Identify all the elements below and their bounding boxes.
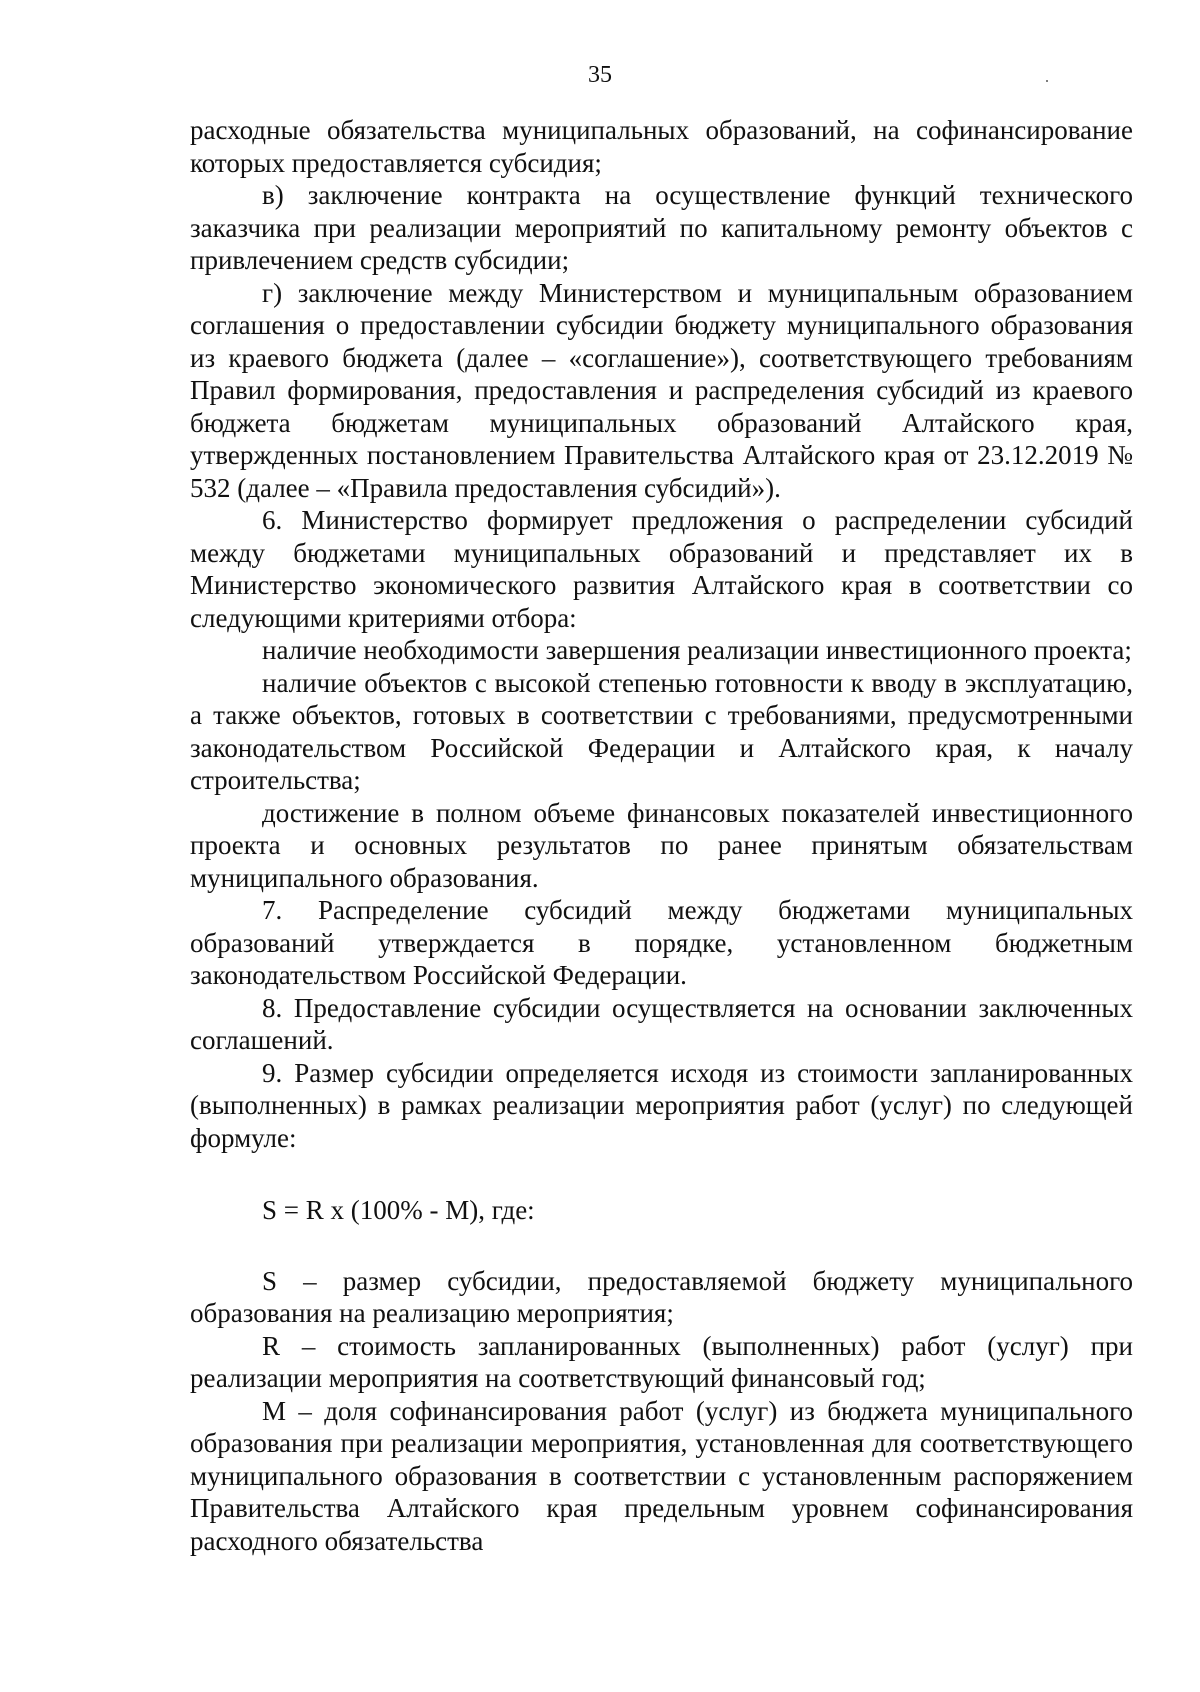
page-number: 35 — [588, 62, 612, 88]
definition-s: S – размер субсидии, предоставляемой бюджету муниципального образования на реализацию мероприятия; — [190, 1265, 1133, 1328]
criterion-1: наличие необходимости завершения реализации инвестиционного проекта; — [262, 635, 1132, 665]
definition-r: R – стоимость запланированных (выполненных) работ (услуг) при реализации мероприятия на соответствующий финансовый год; — [190, 1330, 1133, 1393]
document-body — [190, 114, 1133, 1557]
criterion-2: наличие объектов с высокой степенью готовности к вводу в эксплуатацию, а также объектов, готовых в соответствии с требованиями, предусмотренными законодательством Российской Федерации и Алтайского края, к началу строительства; — [190, 667, 1133, 795]
paragraph-9: 9. Размер субсидии определяется исходя из стоимости запланированных (выполненных) в рамках реализации мероприятия работ (услуг) по следующей формуле: — [190, 1057, 1133, 1153]
criterion-3: достижение в полном объеме финансовых показателей инвестиционного проекта и основных результатов по ранее принятым обязательствам муниципального образования. — [190, 797, 1133, 893]
paragraph-6: 6. Министерство формирует предложения о распределении субсидий между бюджетами муниципальных образований и представляет их в Министерство экономического развития Алтайского края в соответствии со следующими критериями отбора: — [190, 505, 1133, 633]
paragraph-7: 7. Распределение субсидий между бюджетами муниципальных образований утверждается в порядке, установленном бюджетным законодательством Российской Федерации. — [190, 895, 1133, 990]
paragraph-item-v: в) заключение контракта на осуществление функций технического заказчика при реализации мероприятий по капитальному ремонту объектов с привлечением средств субсидии; — [190, 180, 1133, 275]
subsidy-formula: S = R x (100% - M), где: — [262, 1195, 535, 1225]
scan-speck — [1046, 80, 1048, 82]
definition-m: M – доля софинансирования работ (услуг) из бюджета муниципального образования при реализации мероприятия, установленная для соответствующего муниципального образования в соответствии с установленным распоряжением Правительства Алтайского края предельным уровнем софинансирования расходного обязательства — [190, 1395, 1133, 1556]
paragraph-item-g: г) заключение между Министерством и муниципальным образованием соглашения о предоставлении субсидии бюджету муниципального образования из краевого бюджета (далее – «соглашение»), соответствующего требованиям Правил формирования, предоставления и распределения субсидий из краевого бюджета бюджетам муниципальных образований Алтайского края, утвержденных постановлением Правительства Алтайского края от 23.12.2019 № 532 (далее – «Правила предоставления субсидий»). — [190, 277, 1133, 503]
paragraph-continuation: расходные обязательства муниципальных образований, на софинансирование которых предоставляется субсидия; — [190, 115, 1133, 178]
paragraph-8: 8. Предоставление субсидии осуществляется на основании заключенных соглашений. — [190, 992, 1133, 1055]
